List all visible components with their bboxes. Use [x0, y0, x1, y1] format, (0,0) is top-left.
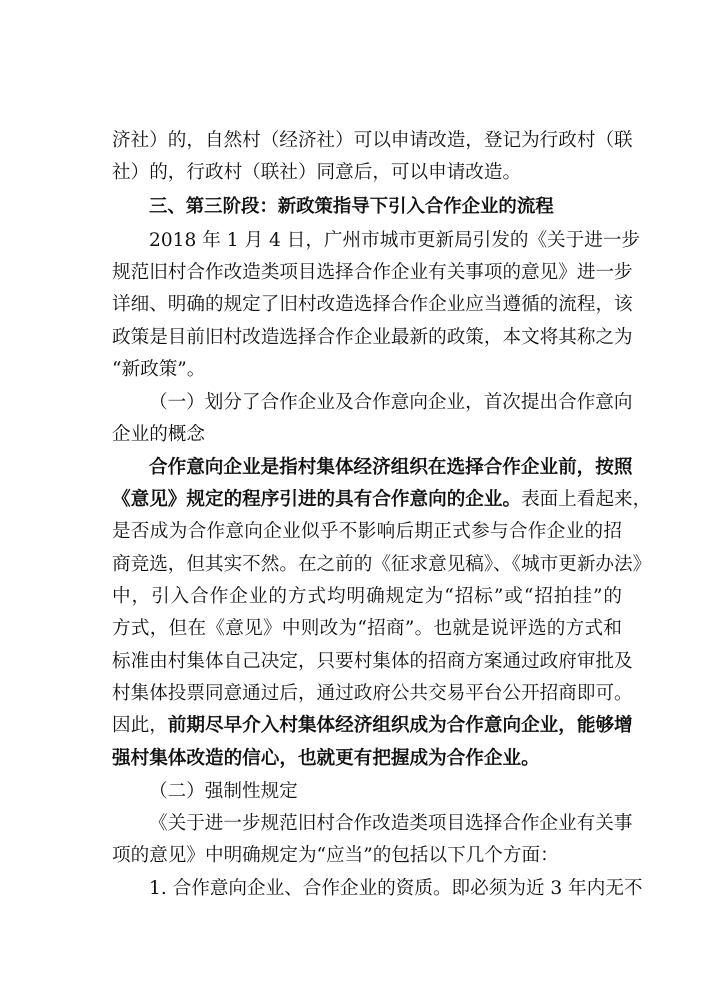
subheading-line: （一）划分了合作企业及合作意向企业，首次提出合作意向	[149, 392, 633, 413]
plain-text: 表面上看起来，	[521, 489, 652, 510]
paragraph-line: 商竞选，但其实不然。在之前的《征求意见稿》、《城市更新办法》	[112, 554, 652, 575]
section-heading: 三、第三阶段：新政策指导下引入合作企业的流程	[149, 196, 554, 217]
bold-paragraph-line: 合作意向企业是指村集体经济组织在选择合作企业前，按照	[149, 457, 633, 478]
subheading-line: 企业的概念	[112, 424, 205, 445]
bold-text: 前期尽早介入村集体经济组织成为合作意向企业，能够增	[167, 715, 633, 736]
paragraph-line: 标准由村集体自己决定，只要村集体的招商方案通过政府审批及	[112, 651, 633, 672]
paragraph-line: 1. 合作意向企业、合作企业的资质。即必须为近 3 年内无不	[149, 878, 643, 899]
paragraph-line: 《关于进一步规范旧村合作改造类项目选择合作企业有关事	[149, 813, 633, 834]
paragraph-line: 规范旧村合作改造类项目选择合作企业有关事项的意见》进一步	[112, 262, 633, 283]
plain-text: 因此，	[112, 715, 168, 736]
paragraph-line: 详细、明确的规定了旧村改造选择合作企业应当遵循的流程，该	[112, 294, 633, 315]
paragraph-line: 济社）的，自然村（经济社）可以申请改造，登记为行政村（联	[112, 130, 633, 151]
mixed-paragraph-line	[112, 713, 633, 739]
subheading-line: （二）强制性规定	[149, 781, 298, 802]
paragraph-line: 方式，但在《意见》中则改为“招商”。也就是说评选的方式和	[112, 618, 622, 639]
bold-text: 《意见》规定的程序引进的具有合作意向的企业。	[112, 489, 522, 510]
paragraph-line: “新政策”。	[112, 359, 206, 380]
paragraph-line: 村集体投票同意通过后，通过政府公共交易平台公开招商即可。	[112, 683, 633, 704]
paragraph-line: 项的意见》中明确规定为“应当”的包括以下几个方面：	[112, 845, 559, 866]
paragraph-line: 是否成为合作意向企业似乎不影响后期正式参与合作企业的招	[112, 521, 622, 542]
bold-paragraph-line: 强村集体改造的信心，也就更有把握成为合作企业。	[112, 748, 540, 769]
paragraph-line: 社）的，行政村（联社）同意后，可以申请改造。	[112, 162, 522, 183]
paragraph-line: 2018 年 1 月 4 日，广州市城市更新局引发的《关于进一步	[149, 230, 641, 251]
paragraph-line: 中，引入合作企业的方式均明确规定为“招标”或“招拍挂”的	[112, 586, 622, 607]
paragraph-line: 政策是目前旧村改造选择合作企业最新的政策，本文将其称之为	[112, 327, 633, 348]
mixed-paragraph-line	[112, 487, 652, 513]
